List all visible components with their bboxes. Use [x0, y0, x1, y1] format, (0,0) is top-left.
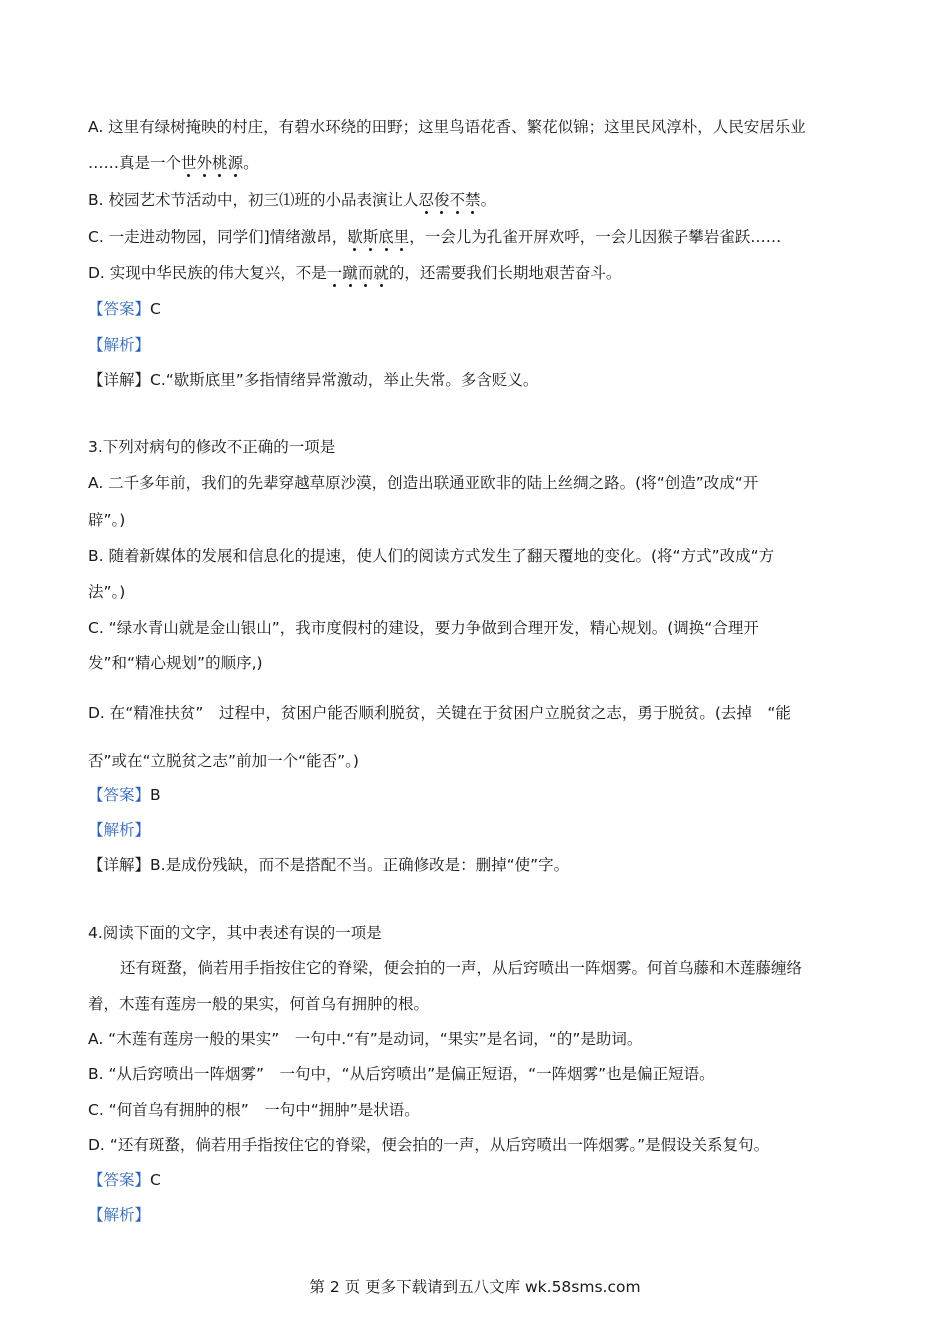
emphasis-char: 蹴	[342, 264, 358, 282]
q2-answer	[88, 298, 161, 320]
q3-option-b-line2: 法”。)	[88, 583, 126, 601]
q2-option-c: C. 一走进动物园，同学们]情绪激昂，歇斯底里，一会儿为孔雀开屏欢呼，一会儿因猴子攀岩雀跃……	[88, 228, 782, 246]
answer-value: C	[150, 300, 161, 318]
q2-option-d: D. 实现中华民族的伟大复兴，不是一蹴而就的，还需要我们长期地艰苦奋斗。	[88, 264, 622, 282]
q4-passage-line1: 还有斑蝥，倘若用手指按住它的脊梁，便会拍的一声，从后窍喷出一阵烟雾。何首乌藤和木莲藤缠络	[120, 959, 803, 977]
q4-stem: 4.阅读下面的文字，其中表述有误的一项是	[88, 924, 382, 942]
analysis-tag: 【解析】	[88, 1206, 151, 1224]
q3-stem: 3.下列对病句的修改不正确的一项是	[88, 438, 336, 456]
answer-value: C	[150, 1171, 161, 1189]
answer-value: B	[150, 786, 161, 804]
q2-option-a-line1: A. 这里有绿树掩映的村庄，有碧水环绕的田野；这里鸟语花香、繁花似锦；这里民风淳朴，人民安居乐业	[88, 118, 806, 136]
q3-answer	[88, 784, 161, 806]
answer-tag: 【答案】	[88, 786, 151, 804]
emphasis-char: 底	[378, 228, 394, 246]
detail-tag: 【详解】	[88, 856, 151, 874]
q4-option-a: A. “木莲有莲房一般的果实” 一句中.“有”是动词，“果实”是名词，“的”是助词。	[88, 1030, 643, 1048]
emphasis-char: 桃	[212, 154, 228, 172]
analysis-tag: 【解析】	[88, 821, 151, 839]
q3-option-c-line1: C. “绿水青山就是金山银山”，我市度假村的建设，要力争做到合理开发，精心规划。(调换“合理开	[88, 619, 759, 637]
q3-option-d-line1: D. 在“精准扶贫” 过程中，贫困户能否顺利脱贫，关键在于贫困户立脱贫之志，勇于脱贫。(去掉 “能	[88, 704, 791, 722]
emphasis-char: 源	[227, 154, 244, 172]
q2-detail: 【详解】C.“歇斯底里”多指情绪异常激动，举止失常。多含贬义。	[88, 371, 539, 389]
q4-answer	[88, 1169, 161, 1191]
detail-tag: 【详解】	[88, 371, 151, 389]
q3-option-d-line2: 否”或在“立脱贫之志”前加一个“能否”。)	[88, 752, 359, 770]
q2-analysis	[88, 334, 150, 356]
q4-analysis	[88, 1204, 150, 1226]
q2-option-a-line2: ……真是一个世外桃源。	[88, 154, 259, 172]
q4-option-d: D. “还有斑蝥，倘若用手指按住它的脊梁，便会拍的一声，从后窍喷出一阵烟雾。”是假设关系复句。	[88, 1136, 770, 1154]
emphasis-char: 外	[196, 154, 213, 172]
q3-option-a-line2: 辟”。)	[88, 511, 126, 529]
emphasis-char: 俊	[434, 191, 450, 209]
emphasis-char: 不	[449, 191, 466, 209]
emphasis-char: 就	[373, 264, 389, 282]
q3-detail: 【详解】B.是成份残缺，而不是搭配不当。正确修改是：删掉“使”字。	[88, 856, 570, 874]
page-footer: 第 2 页 更多下载请到五八文库 wk.58sms.com	[309, 1278, 641, 1296]
q2-option-b: B. 校园艺术节活动中，初三⑴班的小品表演让人忍俊不禁。	[88, 191, 497, 209]
emphasis-char: 而	[357, 264, 374, 282]
emphasis-char: 禁	[465, 191, 481, 209]
q4-option-c: C. “何首乌有拥肿的根” 一句中“拥肿”是状语。	[88, 1101, 420, 1119]
q4-passage-line2: 着，木莲有莲房一般的果实，何首乌有拥肿的根。	[88, 995, 430, 1013]
analysis-tag: 【解析】	[88, 336, 151, 354]
q3-option-c-line2: 发”和“精心规划”的顺序,)	[88, 654, 263, 672]
emphasis-char: 斯	[362, 228, 379, 246]
answer-tag: 【答案】	[88, 300, 151, 318]
q3-option-b-line1: B. 随着新媒体的发展和信息化的提速，使人们的阅读方式发生了翻天覆地的变化。(将“方式”改成“方	[88, 547, 775, 565]
emphasis-char: 一	[326, 264, 343, 282]
answer-tag: 【答案】	[88, 1171, 151, 1189]
emphasis-char: 歇	[347, 228, 363, 246]
q4-option-b: B. “从后窍喷出一阵烟雾” 一句中，“从后窍喷出”是偏正短语，“一阵烟雾”也是偏正短语。	[88, 1065, 715, 1083]
emphasis-char: 忍	[418, 191, 435, 209]
emphasis-char: 里	[393, 228, 410, 246]
q3-analysis	[88, 819, 150, 841]
emphasis-char: 世	[181, 154, 197, 172]
q3-option-a-line1: A. 二千多年前，我们的先辈穿越草原沙漠，创造出联通亚欧非的陆上丝绸之路。(将“创造”改成“开	[88, 474, 759, 492]
